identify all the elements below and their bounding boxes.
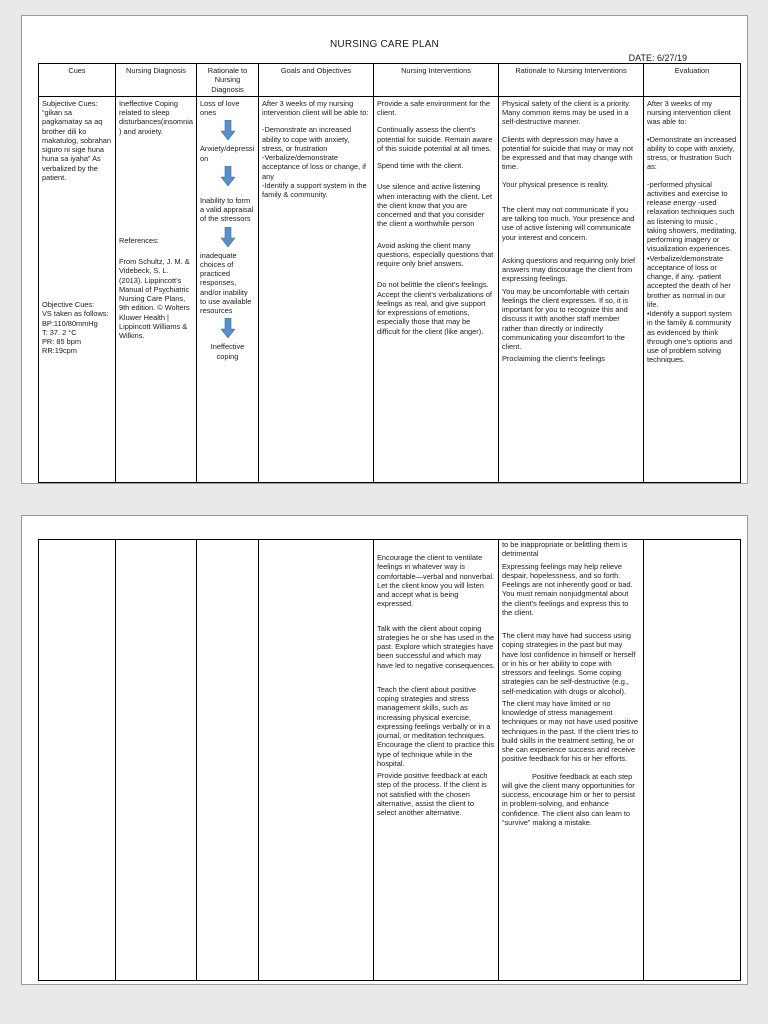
vital-temp: T: 37. 2 °C [42,327,77,337]
dx-step-ineffective: Ineffective coping [210,342,245,361]
arrow-down-icon [221,227,235,247]
rationale-diagnosis-cell [197,96,259,482]
arrow-down-icon [221,318,235,338]
goals-cell [259,540,374,981]
intervention-item: Use silence and active listening when interacting with the client. Let the client know that you are concerned and that you consider the client a worthwhile person [377,182,493,229]
dx-step-appraisal: Inability to form a valid appraisal of the stressors [200,195,254,224]
evaluation-cell [644,96,741,482]
rationale-item: Asking questions and requiring only brief answers may discourage the client from expressing feelings. [502,255,636,284]
rationale-item: The client may not communicate if you are talking too much. Your presence and use of active listening will communicate your interest and concern. [502,204,635,242]
rationale-item: Proclaiming the client’s feelings [502,354,605,364]
intervention-item: Provide a safe environment for the client. [377,98,490,117]
cues-cell [39,96,116,482]
vital-pr: PR: 85 bpm [42,337,82,346]
page-title: NURSING CARE PLAN [330,39,439,50]
rationale-item: The client may have had success using coping strategies in the past but may have lost confidence in himself or herself or in his or her ability to cope with stressors and feelings. Some coping strategies can be self-destructive (e.g., self-medication with drugs or alcohol). [502,631,636,696]
rationale-item: Positive feedback at each step will give the client many opportunities for success, encourage him or her to persist in problem-solving, and enhance confidence. The client also can learn to “survive” making a mistake. [502,771,636,827]
header-rationale-interventions: Rationale to Nursing Interventions [499,64,644,97]
arrow-down-icon [221,166,235,186]
interventions-cell [374,96,499,482]
header-interventions: Nursing Interventions [374,64,499,97]
reference-text: From Schultz, J. M. & Videbeck, S. L. (2013). Lippincott’s Manual of Psychiatric Nursing Care Plans, 9th edition. © Wolters Kluwer Health | Lippincott Williams & Wilkins. [119,257,190,340]
table-row [39,540,741,981]
nursing-diagnosis-text: Ineffective Coping related to sleep disturbances(insomnia) and anxiety. [119,98,193,136]
rationale-item: Expressing feelings may help relieve despair, hopelessness, and so forth. Feelings are not inherently good or bad. You must remain nonjudgmental about the client’s feelings and express this to the client. [502,561,633,617]
care-plan-table-continued [38,539,741,981]
vital-bp: BP:110/80mmHg [42,318,98,328]
intervention-item: Avoid asking the client many questions, especially questions that require only brief answers. [377,240,494,268]
rationale-interventions-cell [499,540,644,981]
cues-cell [39,540,116,981]
goals-intro: After 3 weeks of my nursing intervention client will be able to: [262,98,369,117]
care-plan-table [38,63,741,483]
rationale-item: The client may have limited or no knowledge of stress management techniques or may not have used positive techniques in the past. If the client tries to build skills in the treatment setting, he or she can experience success and receive positive feedback for his or her efforts. [502,698,638,764]
rationale-item: Clients with depression may have a potential for suicide that may or may not be expressed and that may change with time. [502,134,634,172]
dx-step-anxiety: Anxiety/depression [200,144,255,163]
goal-item: -Demonstrate an increased ability to cope with anxiety, stress, or frustration [262,125,352,153]
diagnosis-cell [116,540,197,981]
rationale-item: Physical safety of the client is a priority. Many common items may be used in a self-destructive manner. [502,98,631,127]
evaluation-cell [644,540,741,981]
evaluation-item: •Verbalize/demonstrate acceptance of loss or change, if any. -patient accepted the death of her brother as normal in our life. [647,253,731,309]
table-header-row [39,64,741,97]
goal-item: -Identify a support system in the family & community. [262,180,367,199]
header-goals: Goals and Objectives [259,64,374,97]
intervention-item: Continually assess the client’s potential for suicide. Remain aware of this suicide potential at all times. [377,125,493,153]
intervention-item: Talk with the client about coping strategies he or she has used in the past. Explore which strategies have been successful and which may have led to negative consequences. [377,623,495,670]
goal-item: -Verbalize/demonstrate acceptance of loss or change, if any [262,153,366,181]
dx-step-responses: inadequate choices of practiced responses, and/or inability to use available resources [200,250,252,315]
evaluation-item: •Identify a support system in the family & community as evidenced by think through one’s options and use of problem solving techniques. [647,309,732,365]
diagnosis-cell [116,96,197,482]
rationale-diagnosis-cell [197,540,259,981]
header-evaluation: Evaluation [644,64,741,97]
rationale-interventions-cell [499,96,644,482]
header-rationale-diagnosis: Rationale to Nursing Diagnosis [197,64,259,97]
rationale-item: to be inappropriate or belittling them is detrimental [502,540,628,559]
table-row [39,96,741,482]
evaluation-item: •Demonstrate an increased ability to cope with anxiety, stress, or frustration Such as: [647,134,737,172]
objective-cues-label: Objective Cues: [42,300,95,309]
document-page-2 [21,515,748,985]
dx-step-loss: Loss of love ones [200,98,240,117]
subjective-cues: Subjective Cues: “gikan sa pagkamatay sa aq brother dili ko makatulog, sobrahan siguro ni sige huna huna sa iyaha” As verbalized by the patient. [42,98,112,182]
references-label: References: [119,235,159,245]
header-nursing-diagnosis: Nursing Diagnosis [116,64,197,97]
evaluation-item: -performed physical activities and exercise to release energy -used relaxation techniques such as listening to music , taking showers, meditating, performing imagery or visualization experiences. [647,179,737,254]
evaluation-intro: After 3 weeks of my nursing intervention client was able to: [647,98,731,127]
rationale-item: Your physical presence is reality. [502,179,609,189]
intervention-item: Spend time with the client. [377,161,464,170]
intervention-item: Encourage the client to ventilate feelings in whatever way is comfortable—verbal and nonverbal. Let the client know you will listen and accept what is being expressed. [377,553,495,609]
intervention-item: Do not belittle the client’s feelings. Accept the client’s verbalizations of feelings as real, and give support for expressions of emotions, especially those that may be difficult for the client (like anger). [377,280,492,336]
document-page-1 [21,15,748,484]
interventions-cell [374,540,499,981]
vital-rr: RR:19cpm [42,346,77,356]
arrow-down-icon [221,120,235,140]
intervention-item: Teach the client about positive coping strategies and stress management skills, such as increasing physical exercise, expressing feelings verbally or in a journal, or meditation techniques. Encourage the client to practice this type of technique while in the hospital. [377,684,495,768]
rationale-item: You may be uncomfortable with certain feelings the client expresses. If so, it is important for you to recognize this and discuss it with another staff member rather than directly or indirectly communicating your discomfort to the client. [502,286,630,351]
goals-cell [259,96,374,482]
header-cues: Cues [39,64,116,97]
intervention-item: Provide positive feedback at each step of the process. If the client is not satisfied with the chosen alternative, assist the client to select another alternative. [377,771,488,817]
vital-signs-intro: VS taken as follows: [42,309,109,319]
plan-date: DATE: 6/27/19 [628,53,687,63]
